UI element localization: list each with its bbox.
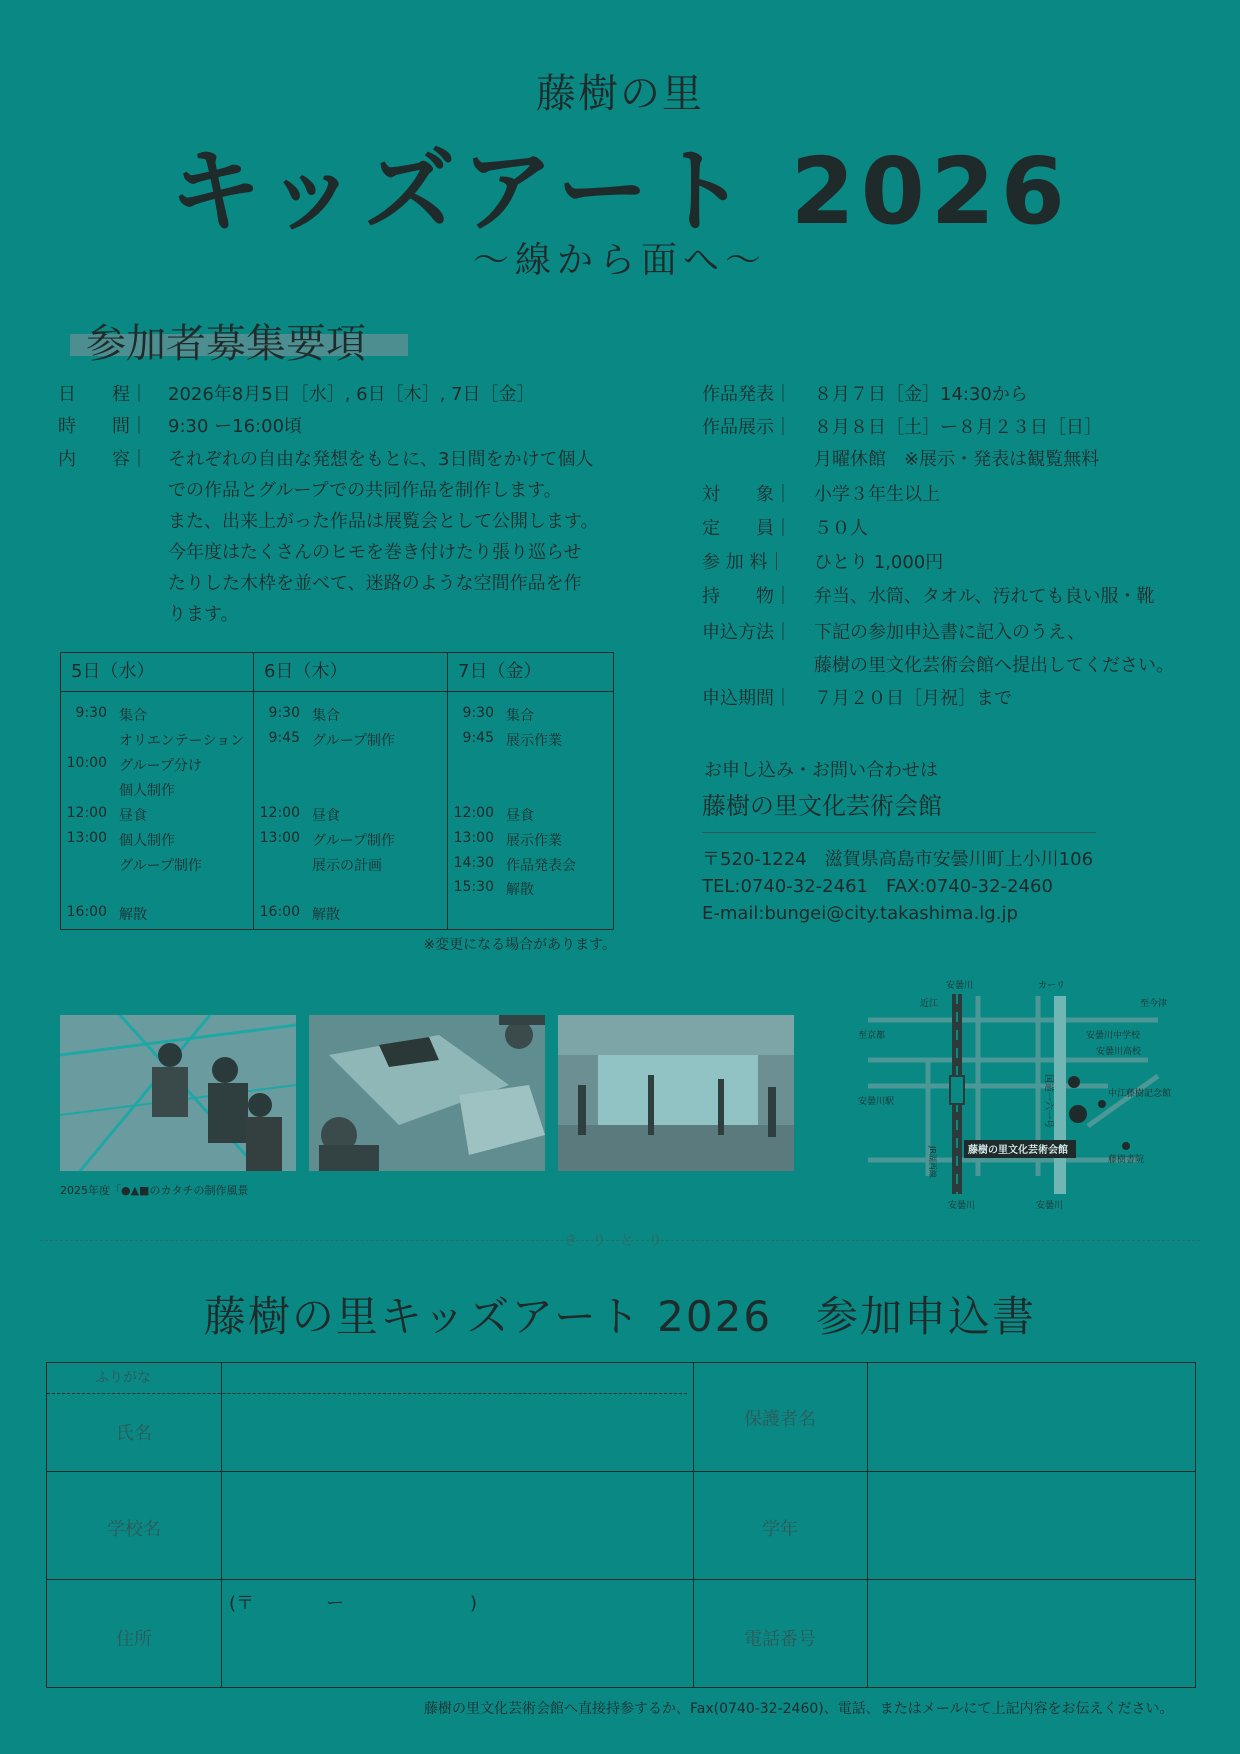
schedule-item: 16:00 解散 — [259, 904, 340, 923]
schedule-item: 13:00 個人制作 — [66, 830, 175, 849]
map-label: 至今津 — [1140, 999, 1168, 1009]
info-label: 内 容｜ — [58, 449, 148, 470]
guardian-label: 保護者名 — [744, 1409, 816, 1430]
cut-label: きりとり — [564, 1233, 676, 1249]
info-belongings — [702, 582, 1202, 612]
info-label: 日 程｜ — [58, 384, 148, 405]
schedule-item: 個人制作 — [119, 783, 175, 799]
info-exhibition — [702, 412, 1202, 476]
map-label: 藤樹書院 — [1108, 1155, 1145, 1165]
info-application-period — [702, 684, 1202, 714]
map-rail-label: JR湖西線 — [928, 1146, 937, 1178]
map-label: 安曇川高校 — [1096, 1047, 1142, 1057]
schedule-item: 9:30 集合 — [268, 705, 340, 724]
schedule-item: 15:30 解散 — [453, 879, 534, 898]
schedule-item: 14:30 作品発表会 — [453, 855, 576, 874]
contact-email[interactable]: E-mail:bungei@city.takashima.lg.jp — [702, 903, 1018, 924]
map-label: 安曇川 — [1036, 1201, 1064, 1211]
info-value: ７月２０日［月祝］まで — [814, 688, 1012, 709]
guardian-field[interactable] — [871, 1367, 1191, 1467]
photo-caption: 2025年度「●▲■のカタチの制作風景 — [60, 1184, 249, 1197]
info-value: ８月７日［金］14:30から — [814, 384, 1028, 405]
section-heading — [70, 312, 366, 369]
map-label: 中江藤樹記念館 — [1108, 1089, 1172, 1099]
info-capacity — [702, 514, 1202, 544]
schedule-item: 12:00 昼食 — [453, 805, 534, 824]
phone-field[interactable] — [871, 1583, 1191, 1683]
section-title: 参加者募集要項 — [86, 321, 366, 367]
contact-address: 〒520-1224 滋賀県高島市安曇川町上小川106 — [702, 849, 1094, 870]
schedule-item: 9:30 集合 — [75, 705, 147, 724]
info-value: 小学３年生以上 — [814, 484, 940, 505]
page-title: キッズアート 2026 — [169, 138, 1071, 245]
schedule-day-1 — [61, 653, 255, 929]
page-subtitle: 〜線から面へ〜 — [472, 240, 767, 281]
info-content — [58, 444, 618, 634]
map-label: カーリ — [1038, 981, 1066, 991]
school-field[interactable] — [225, 1475, 689, 1575]
info-fee — [702, 548, 1202, 578]
contact-intro: お申し込み・お問い合わせは — [704, 760, 938, 781]
form-vline — [867, 1363, 868, 1687]
form-hline — [47, 1579, 1195, 1580]
info-label: 参 加 料｜ — [702, 552, 786, 573]
furigana-separator — [47, 1393, 687, 1394]
map-label: 安曇川中学校 — [1086, 1031, 1141, 1041]
info-label: 時 間｜ — [58, 416, 148, 437]
map-label: 近江 — [920, 999, 939, 1009]
address-label: 住所 — [116, 1629, 152, 1650]
info-value: 2026年8月5日［水］, 6日［木］, 7日［金］ — [168, 384, 535, 405]
schedule-day-2 — [253, 653, 448, 929]
info-value: それぞれの自由な発想をもとに、3日間をかけて個人 での作品とグループでの共同作品を制作します。 また、出来上がった作品は展覧会として公開します。 今年度はたくさんのヒモを巻き付けたり張り巡らせ たりした木枠を並べて、迷路のような空間作品を作 ります。 — [168, 449, 599, 625]
info-value: 9:30 ー16:00頃 — [168, 416, 303, 437]
photo-exhibition-hall — [558, 1015, 794, 1171]
info-label: 作品展示｜ — [702, 417, 792, 438]
info-value: ５０人 — [814, 518, 868, 539]
schedule-note: ※変更になる場合があります。 — [423, 937, 616, 953]
info-label: 申込方法｜ — [702, 622, 792, 643]
form-vline — [221, 1363, 222, 1687]
map-label: 至京都 — [858, 1031, 886, 1041]
furigana-label: ふりがな — [95, 1370, 151, 1386]
schedule-day-header: 5日（水） — [61, 653, 255, 692]
info-label: 定 員｜ — [702, 518, 792, 539]
schedule-item: 9:45 グループ制作 — [268, 730, 395, 749]
contact-divider — [702, 832, 1096, 833]
info-label: 対 象｜ — [702, 484, 792, 505]
schedule-item: 9:30 集合 — [462, 705, 534, 724]
map-road-label: 国道一六一号 — [1043, 1074, 1053, 1129]
schedule-item: 12:00 昼食 — [66, 805, 147, 824]
info-target — [702, 480, 1202, 510]
schedule-item: 10:00 グループ分け — [66, 755, 202, 774]
schedule-day-3 — [447, 653, 614, 929]
contact-name: 藤樹の里文化芸術会館 — [702, 792, 942, 820]
name-field[interactable] — [225, 1397, 689, 1469]
map-label: 安曇川駅 — [858, 1097, 895, 1107]
info-label: 持 物｜ — [702, 586, 792, 607]
contact-tel-fax: TEL:0740-32-2461 FAX:0740-32-2460 — [702, 876, 1053, 897]
info-value: ８月８日［土］ー８月２３日［日］ 月曜休館 ※展示・発表は観覧無料 — [814, 417, 1102, 470]
schedule-item: グループ制作 — [119, 858, 202, 874]
schedule-item: 展示の計画 — [312, 858, 382, 874]
photo-workshop-table — [309, 1015, 545, 1171]
grade-field[interactable] — [871, 1475, 1191, 1575]
info-time — [58, 412, 618, 442]
schedule-item: 13:00 展示作業 — [453, 830, 562, 849]
map-label: 安曇川 — [948, 1201, 976, 1211]
photo-children-making-frames — [60, 1015, 296, 1171]
grade-label: 学年 — [762, 1519, 798, 1540]
phone-label: 電話番号 — [744, 1629, 816, 1650]
info-value: ひとり 1,000円 — [814, 552, 944, 573]
form-title: 藤樹の里キッズアート 2026 参加申込書 — [203, 1292, 1037, 1341]
schedule-item: 9:45 展示作業 — [462, 730, 562, 749]
info-label: 作品発表｜ — [702, 384, 792, 405]
footer-note: 藤樹の里文化芸術会館へ直接持参するか、Fax(0740-32-2460)、電話、またはメールにて上記内容をお伝えください。 — [424, 1701, 1174, 1717]
info-application-method — [702, 616, 1232, 682]
schedule-item: 12:00 昼食 — [259, 805, 340, 824]
info-presentation — [702, 380, 1202, 410]
schedule-day-header: 6日（木） — [254, 653, 448, 692]
info-value: 弁当、水筒、タオル、汚れても良い服・靴 — [814, 586, 1155, 607]
form-hline — [47, 1471, 1195, 1472]
schedule-item: オリエンテーション — [119, 733, 245, 749]
schedule-table — [60, 652, 614, 930]
schedule-day-header: 7日（金） — [448, 653, 614, 692]
map-hall-label: 藤樹の里文化芸術会館 — [968, 1145, 1068, 1156]
map-label: 安曇川 — [946, 981, 974, 991]
venue-small-title: 藤樹の里 — [536, 71, 704, 117]
schedule-item: 16:00 解散 — [66, 904, 147, 923]
postal-code-field: (〒 ー ) — [229, 1593, 478, 1614]
schedule-item: 13:00 グループ制作 — [259, 830, 395, 849]
name-label: 氏名 — [116, 1423, 152, 1444]
school-label: 学校名 — [107, 1519, 161, 1540]
info-schedule — [58, 380, 618, 410]
application-form — [46, 1362, 1196, 1688]
info-label: 申込期間｜ — [702, 688, 792, 709]
access-map — [858, 976, 1186, 1212]
address-field[interactable] — [225, 1615, 689, 1683]
info-value: 下記の参加申込書に記入のうえ、 藤樹の里文化芸術会館へ提出してください。 — [814, 622, 1174, 676]
